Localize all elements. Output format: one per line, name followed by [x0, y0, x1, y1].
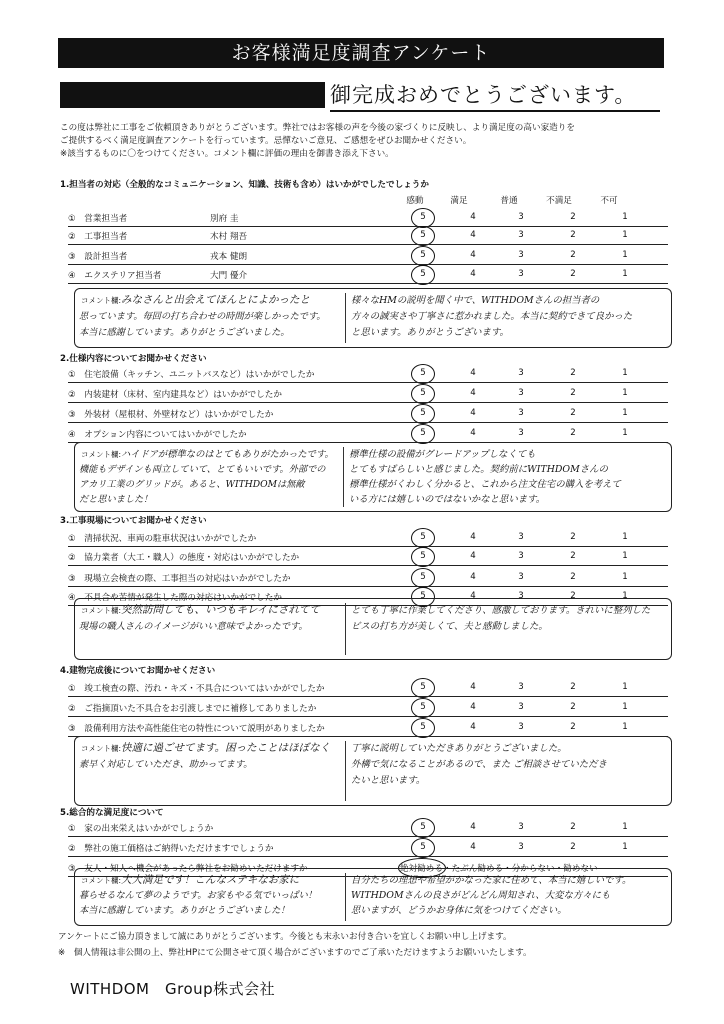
selected-circle-mark	[411, 404, 435, 424]
score-option[interactable]: 4	[470, 269, 476, 279]
score-option[interactable]: 2	[570, 428, 576, 438]
handwritten-comment-right: 思いますが、どうかお身体に気をつけてください。	[351, 905, 567, 916]
comment-box	[74, 598, 672, 660]
score-option[interactable]: 2	[570, 230, 576, 240]
staff-name: 戎本 健朗	[210, 252, 248, 262]
score-option[interactable]: 2	[570, 591, 576, 601]
rating-scale-header	[396, 194, 636, 206]
selected-circle-mark	[411, 226, 435, 246]
comment-divider	[345, 873, 346, 921]
score-option[interactable]: 5	[420, 428, 426, 438]
comment-box	[74, 868, 672, 926]
score-option[interactable]: 3	[518, 572, 524, 582]
score-option[interactable]: 1	[622, 722, 628, 732]
handwritten-comment-left: だと思いました！	[79, 494, 153, 505]
score-option[interactable]: 4	[470, 408, 476, 418]
score-option[interactable]: 5	[420, 702, 426, 712]
score-option[interactable]: 2	[570, 842, 576, 852]
question-label: ② 内装建材（床材、室内建具など）はいかがでしたか	[68, 390, 282, 400]
handwritten-comment-right: とても丁寧に作業してくださり、感激しております。きれいに整列した	[351, 605, 651, 616]
question-row	[68, 840, 668, 857]
score-option[interactable]: 5	[420, 408, 426, 418]
score-option[interactable]: 3	[518, 532, 524, 542]
question-label: ④ エクステリア担当者	[68, 271, 162, 281]
staff-name: 木村 翔吾	[210, 232, 248, 242]
handwritten-comment-right: いる方には嬉しいのではないかなと思います。	[349, 494, 546, 505]
score-option[interactable]: 5	[420, 250, 426, 260]
comment-divider	[345, 603, 346, 655]
score-option[interactable]: 5	[420, 722, 426, 732]
intro-line: ご提供するべく満足度調査アンケートを行っています。忌憚ないご意見、ご感想をぜひお聞かせください。	[60, 136, 472, 146]
score-option[interactable]: 1	[622, 388, 628, 398]
comment-label: コメント欄:	[81, 450, 122, 459]
score-option[interactable]: 4	[470, 591, 476, 601]
selected-circle-mark	[411, 208, 435, 228]
question-row	[68, 406, 668, 423]
comment-label: コメント欄:	[81, 606, 122, 615]
handwritten-comment-right: とてもすばらしいと感じました。契約前にWITHDOMさんの	[349, 464, 608, 475]
staff-name: 大門 優介	[210, 271, 248, 281]
question-row	[68, 228, 668, 245]
score-option[interactable]: 5	[420, 842, 426, 852]
staff-name: 別府 圭	[210, 214, 239, 224]
score-option[interactable]: 2	[570, 408, 576, 418]
score-option[interactable]: 3	[518, 842, 524, 852]
intro-line: ※該当するものに〇をつけてください。コメント欄に評価の理由を御書き添え下さい。	[60, 149, 394, 159]
score-option[interactable]: 1	[622, 702, 628, 712]
selected-circle-mark	[411, 678, 435, 698]
score-option[interactable]: 1	[622, 230, 628, 240]
score-option[interactable]: 1	[622, 842, 628, 852]
question-label: ② 協力業者（大工・職人）の態度・対応はいかがでしたか	[68, 553, 300, 563]
section-title: 4.建物完成後についてお聞かせください	[60, 666, 216, 676]
score-option[interactable]: 5	[420, 388, 426, 398]
row-underline	[68, 716, 668, 717]
question-label: ③ 友人・知人へ機会があったら弊社をお勧めいただけますか	[68, 864, 308, 874]
question-label: ① 営業担当者	[68, 214, 128, 224]
score-option[interactable]: 3	[518, 269, 524, 279]
selected-circle-mark	[411, 528, 435, 548]
question-label: ③ 現場立会検査の際、工事担当の対応はいかがでしたか	[68, 574, 291, 584]
score-option[interactable]: 1	[622, 212, 628, 222]
score-option[interactable]: 3	[518, 408, 524, 418]
scale-label: 普通	[500, 196, 518, 206]
score-option[interactable]: 4	[470, 702, 476, 712]
question-row	[68, 267, 668, 284]
score-option[interactable]: 2	[570, 822, 576, 832]
score-option[interactable]: 3	[518, 702, 524, 712]
handwritten-comment-right: たいと思います。	[351, 775, 426, 786]
score-option[interactable]: 3	[518, 388, 524, 398]
question-label: ④ 不具合や苦情が発生した際の対応はいかがでしたか	[68, 593, 282, 603]
question-row	[68, 549, 668, 566]
question-label: ② ご指摘頂いた不具合をお引渡しまでに補修してありましたか	[68, 704, 317, 714]
row-underline	[68, 226, 668, 227]
score-option[interactable]: 4	[470, 532, 476, 542]
score-option[interactable]: 2	[570, 388, 576, 398]
handwritten-comment-right: 丁寧に説明していただきありがとうございました。	[351, 743, 567, 754]
question-label: ① 住宅設備（キッチン、ユニットバスなど）はいかがでしたか	[68, 370, 315, 380]
footer-privacy-note: ※ 個人情報は非公開の上、弊社HPにて公開させて頂く場合がございますのでご了承いただけますようお願いいたします。	[58, 948, 532, 958]
score-option[interactable]: 4	[470, 250, 476, 260]
handwritten-comment-left: 現場の職人さんのイメージがいい意味でよかったです。	[79, 621, 308, 632]
question-row	[68, 386, 668, 403]
score-option[interactable]: 3	[518, 212, 524, 222]
comment-box	[74, 736, 672, 806]
handwritten-comment-left: 思っています。毎回の打ち合わせの時間が楽しかったです。	[79, 311, 326, 322]
question-row	[68, 680, 668, 697]
handwritten-comment-left: 素早く対応していただき、助かってます。	[79, 759, 253, 770]
handwritten-comment-left: 暮らせるなんて夢のようです。お家もやる気でいっぱい！	[79, 890, 317, 901]
handwritten-comment-left: ハイドアが標準なのはとてもありがたかったです。	[121, 449, 334, 460]
row-underline	[68, 565, 668, 566]
handwritten-comment-right: 様々なHMの説明を聞く中で、WITHDOMさんの担当者の	[351, 295, 600, 306]
comment-label: コメント欄:	[81, 876, 122, 885]
selected-circle-mark	[411, 424, 435, 444]
selected-circle-mark	[411, 698, 435, 718]
score-option[interactable]: 5	[420, 532, 426, 542]
handwritten-comment-left: 本当に感謝しています。ありがとうございました！	[79, 905, 290, 916]
score-option[interactable]: 1	[622, 532, 628, 542]
question-row	[68, 426, 668, 443]
score-option[interactable]: 3	[518, 230, 524, 240]
row-underline	[68, 586, 668, 587]
intro-line: この度は弊社に工事をご依頼頂きありがとうございます。弊社ではお客様の声を今後の家づくりに反映し、より満足度の高い家造りを	[60, 123, 575, 133]
footer-thanks: アンケートにご協力頂きまして誠にありがとうございます。今後とも末永いお付き合いを宜しくお願い申し上げます。	[58, 932, 512, 942]
question-label: ① 清掃状況、車両の駐車状況はいかがでしたか	[68, 534, 257, 544]
score-option[interactable]: 2	[570, 250, 576, 260]
question-row	[68, 210, 668, 227]
score-option[interactable]: 3	[518, 591, 524, 601]
handwritten-comment-right: 自分たちの理想や希望がかなった家に住めて、本当に嬉しいです。	[351, 875, 632, 886]
question-label: ③ 設備利用方法や高性能住宅の特性について説明がありましたか	[68, 724, 325, 734]
handwritten-comment-left: 快適に過ごせてます。困ったことはほぼなく	[121, 742, 331, 754]
survey-title: お客様満足度調査アンケート	[58, 38, 664, 68]
question-label: ① 竣工検査の際、汚れ・キズ・不具合についてはいかがでしたか	[68, 684, 325, 694]
question-row	[68, 720, 668, 737]
question-row	[68, 248, 668, 265]
comment-box	[74, 442, 672, 512]
score-option[interactable]: 5	[420, 368, 426, 378]
score-option[interactable]: 5	[420, 551, 426, 561]
comment-divider	[345, 741, 346, 801]
selected-circle-mark	[411, 718, 435, 738]
score-option[interactable]: 2	[570, 269, 576, 279]
score-option[interactable]: 5	[420, 572, 426, 582]
intro-text	[60, 122, 680, 161]
question-label: ① 家の出来栄えはいかがでしょうか	[68, 824, 214, 834]
score-option[interactable]: 3	[518, 368, 524, 378]
question-row	[68, 700, 668, 717]
handwritten-comment-right: ビスの打ち方が美しくて、夫と感動しました。	[351, 621, 548, 632]
score-option[interactable]: 4	[470, 722, 476, 732]
congratulations-text: 御完成おめでとうございます。	[330, 80, 660, 112]
score-option[interactable]: 3	[518, 428, 524, 438]
row-underline	[68, 696, 668, 697]
selected-circle-mark	[411, 364, 435, 384]
section-title: 1.担当者の対応（全般的なコミュニケーション、知識、技術も含め）はいかがでしたでしょうか	[60, 180, 429, 190]
score-option[interactable]: 1	[622, 822, 628, 832]
score-option[interactable]: 4	[470, 230, 476, 240]
score-option[interactable]: 3	[518, 822, 524, 832]
handwritten-comment-left: 大大満足です！こんなステキなお家に	[121, 874, 300, 886]
score-option[interactable]: 1	[622, 572, 628, 582]
question-row	[68, 366, 668, 383]
score-option[interactable]: 3	[518, 250, 524, 260]
selected-circle-mark	[411, 246, 435, 266]
handwritten-comment-left: アカリ工業のグリッドが。あると、WITHDOMは無敵	[79, 479, 305, 490]
question-label: ③ 外装材（屋根材、外壁材など）はいかがでしたか	[68, 410, 274, 420]
recommend-options[interactable]: 絶対勧める・たぶん勧める・分からない・勧めない	[400, 864, 598, 874]
selected-circle-mark	[411, 568, 435, 588]
scale-label: 不可	[600, 196, 618, 206]
handwritten-comment-right: と思います。ありがとうございます。	[351, 327, 509, 338]
section-title: 5.総合的な満足度について	[60, 808, 164, 818]
row-underline	[68, 244, 668, 245]
handwritten-comment-left: 突然訪問しても、いつもキレイにされてて	[121, 604, 320, 616]
comment-box	[74, 288, 672, 348]
score-option[interactable]: 2	[570, 702, 576, 712]
row-underline	[68, 422, 668, 423]
question-label: ② 工事担当者	[68, 232, 128, 242]
score-option[interactable]: 3	[518, 722, 524, 732]
row-underline	[68, 856, 668, 857]
row-underline	[68, 836, 668, 837]
company-name: WITHDOM Group株式会社	[70, 980, 276, 998]
redacted-name-block	[60, 82, 325, 108]
score-option[interactable]: 2	[570, 722, 576, 732]
scale-label: 不満足	[546, 196, 572, 206]
score-option[interactable]: 1	[622, 368, 628, 378]
score-option[interactable]: 4	[470, 368, 476, 378]
score-option[interactable]: 4	[470, 212, 476, 222]
selected-circle-mark	[411, 265, 435, 285]
score-option[interactable]: 3	[518, 551, 524, 561]
score-option[interactable]: 5	[420, 269, 426, 279]
handwritten-comment-right: WITHDOMさんの良さがどんどん周知され、大変な方々にも	[351, 890, 611, 901]
handwritten-comment-right: 方々の誠実さや丁寧さに惹かれました。本当に契約できて良かった	[351, 311, 633, 322]
score-option[interactable]: 1	[622, 250, 628, 260]
selected-circle-mark	[411, 818, 435, 838]
section-title: 3.工事現場についてお聞かせください	[60, 516, 207, 526]
question-row	[68, 570, 668, 587]
scale-label: 満足	[450, 196, 468, 206]
handwritten-comment-left: 本当に感謝しています。ありがとうございました。	[79, 327, 290, 338]
comment-label: コメント欄:	[81, 744, 122, 753]
score-option[interactable]: 4	[470, 842, 476, 852]
comment-label: コメント欄:	[81, 296, 122, 305]
row-underline	[68, 264, 668, 265]
selected-circle-mark	[411, 838, 435, 858]
score-option[interactable]: 2	[570, 551, 576, 561]
score-option[interactable]: 1	[622, 269, 628, 279]
score-option[interactable]: 1	[622, 591, 628, 601]
score-option[interactable]: 1	[622, 408, 628, 418]
score-option[interactable]: 5	[420, 230, 426, 240]
question-row	[68, 530, 668, 547]
comment-divider	[345, 293, 346, 343]
score-option[interactable]: 2	[570, 682, 576, 692]
handwritten-comment-right: 標準仕様がくわしく分かると、これから注文住宅の購入を考えて	[349, 479, 621, 490]
handwritten-comment-left: みなさんと出会えてほんとによかったと	[121, 294, 310, 306]
selected-circle-mark	[411, 547, 435, 567]
score-option[interactable]: 4	[470, 388, 476, 398]
score-option[interactable]: 1	[622, 428, 628, 438]
comment-divider	[343, 447, 344, 507]
score-option[interactable]: 2	[570, 572, 576, 582]
row-underline	[68, 382, 668, 383]
question-row	[68, 820, 668, 837]
selected-circle-mark	[411, 384, 435, 404]
score-option[interactable]: 1	[622, 551, 628, 561]
score-option[interactable]: 4	[470, 572, 476, 582]
score-option[interactable]: 2	[570, 532, 576, 542]
score-option[interactable]: 4	[470, 682, 476, 692]
row-underline	[68, 283, 668, 284]
score-option[interactable]: 5	[420, 591, 426, 601]
score-option[interactable]: 2	[570, 212, 576, 222]
score-option[interactable]: 4	[470, 822, 476, 832]
score-option[interactable]: 1	[622, 682, 628, 692]
scale-label: 感動	[406, 196, 424, 206]
handwritten-comment-left: 機能もデザインも両立していて、とてもいいです。外部での	[79, 464, 326, 475]
question-label: ④ オプション内容についてはいかがでしたか	[68, 430, 247, 440]
score-option[interactable]: 4	[470, 551, 476, 561]
handwritten-comment-right: 標準仕様の設備がグレードアップしなくても	[349, 449, 536, 460]
question-label: ② 弊社の施工価格はご納得いただけますでしょうか	[68, 844, 274, 854]
section-title: 2.仕様内容についてお聞かせください	[60, 354, 207, 364]
score-option[interactable]: 5	[420, 212, 426, 222]
score-option[interactable]: 3	[518, 682, 524, 692]
handwritten-comment-right: 外構で気になることがあるので、また ご相談させていただき	[351, 759, 607, 770]
question-label: ③ 設計担当者	[68, 252, 128, 262]
score-option[interactable]: 4	[470, 428, 476, 438]
score-option[interactable]: 2	[570, 368, 576, 378]
score-option[interactable]: 5	[420, 822, 426, 832]
score-option[interactable]: 5	[420, 682, 426, 692]
row-underline	[68, 546, 668, 547]
row-underline	[68, 402, 668, 403]
